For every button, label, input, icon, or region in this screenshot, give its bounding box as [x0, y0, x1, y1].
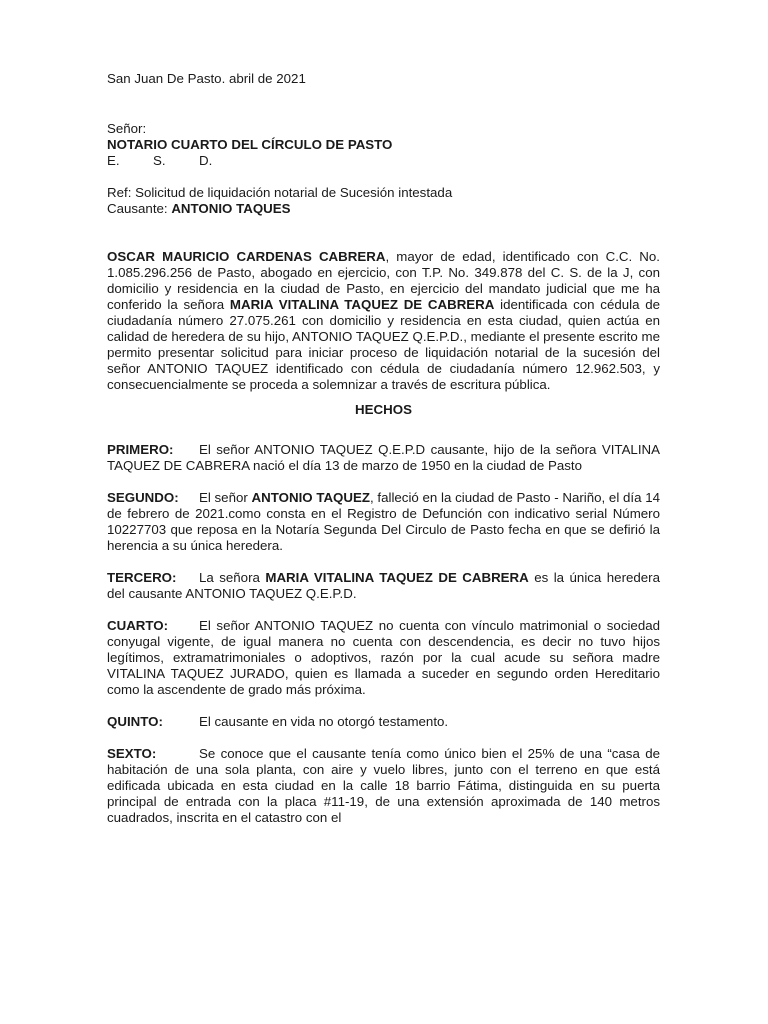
- esd-d: D.: [199, 153, 213, 168]
- intro-part2: identificada con cédula de ciudadanía número 27.075.261 con domicilio y residencia en esta ciudad, quien actúa en calidad de heredera de su hijo, ANTONIO TAQUEZ Q.E.P.D., mediante el presente escrito me permito presentar solicitud para iniciar proceso de liquidación notarial de la sucesión del señor ANTONIO TAQUEZ identificado con cédula de ciudadanía número 12.962.503, y consecuencialmente se proceda a solemnizar a través de escritura pública.: [107, 297, 660, 392]
- esd-line: [107, 153, 660, 169]
- fact-tercero-pre: La señora: [199, 570, 266, 585]
- ref-label: Ref:: [107, 185, 132, 200]
- causante-label: Causante:: [107, 201, 168, 216]
- intro-paragraph: [107, 249, 660, 393]
- fact-segundo-pre: El señor: [199, 490, 252, 505]
- fact-cuarto-text: El señor ANTONIO TAQUEZ no cuenta con vínculo matrimonial o sociedad conyugal vigente, de igual manera no cuenta con descendencia, es decir no tuvo hijos legítimos, extramatrimoniales o adoptivos, razón por la cual acude su señora madre VITALINA TAQUEZ JURADO, quien es llamada a suceder en segundo orden Hereditario como la ascendente de grado más próxima.: [107, 618, 660, 697]
- fact-tercero: [107, 570, 660, 602]
- fact-cuarto-label: CUARTO:: [107, 618, 169, 633]
- client-name: MARIA VITALINA TAQUEZ DE CABRERA: [229, 297, 495, 312]
- intro-part1: , mayor de edad, identificado con C.C. No. 1.085.296.256 de Pasto, abogado en ejercicio, con T.P. No. 349.878 del C. S. de la J, con domicilio y residencia en la ciudad de Pasto, en ejercicio del mandato judicial que me ha conferido la señora: [107, 249, 660, 312]
- fact-segundo-bold: ANTONIO TAQUEZ: [251, 490, 370, 505]
- causante-name: ANTONIO TAQUES: [171, 201, 291, 216]
- fact-segundo-text: , falleció en la ciudad de Pasto - Nariño, el día 14 de febrero de 2021.como consta en el Registro de Defunción con indicativo serial Número 10227703 que reposa en la Notaría Segunda Del Circulo de Pasto fecha en que se defirió la herencia a su única heredera.: [107, 490, 660, 553]
- fact-sexto-text: Se conoce que el causante tenía como único bien el 25% de una “casa de habitación de una sola planta, con aire y vuelo libres, junto con el terreno en que está edificada ubicada en esta ciudad en la calle 18 barrio Fátima, distinguida en su puerta principal de entrada con la placa #11-19, de una extensión aproximada de 140 metros cuadrados, inscrita en el catastro con el: [107, 746, 660, 825]
- ref-text: Solicitud de liquidación notarial de Sucesión intestada: [135, 185, 453, 200]
- section-title: HECHOS: [355, 402, 412, 417]
- esd-e: E.: [107, 153, 120, 168]
- document-page: [107, 71, 660, 826]
- salutation: Señor:: [107, 121, 147, 136]
- fact-sexto-label: SEXTO:: [107, 746, 157, 761]
- fact-quinto: [107, 714, 660, 730]
- fact-tercero-label: TERCERO:: [107, 570, 177, 585]
- recipient: NOTARIO CUARTO DEL CÍRCULO DE PASTO: [107, 137, 393, 152]
- reference-line: [107, 185, 660, 201]
- place-date: San Juan De Pasto. abril de 2021: [107, 71, 306, 86]
- fact-primero-label: PRIMERO:: [107, 442, 174, 457]
- lawyer-name: OSCAR MAURICIO CARDENAS CABRERA: [107, 249, 386, 264]
- esd-s: S.: [153, 153, 166, 168]
- fact-tercero-bold: MARIA VITALINA TAQUEZ DE CABRERA: [265, 570, 529, 585]
- fact-primero-text: El señor ANTONIO TAQUEZ Q.E.P.D causante, hijo de la señora VITALINA TAQUEZ DE CABRERA nació el día 13 de marzo de 1950 en la ciudad de Pasto: [107, 442, 660, 473]
- fact-quinto-label: QUINTO:: [107, 714, 163, 729]
- fact-quinto-text: El causante en vida no otorgó testamento.: [199, 714, 449, 729]
- fact-cuarto: [107, 618, 660, 698]
- fact-primero: [107, 442, 660, 474]
- fact-sexto: [107, 746, 660, 826]
- fact-segundo-label: SEGUNDO:: [107, 490, 179, 505]
- causante-line: [107, 201, 660, 217]
- fact-segundo: [107, 490, 660, 554]
- fact-tercero-text: es la única heredera del causante ANTONIO TAQUEZ Q.E.P.D.: [107, 570, 661, 601]
